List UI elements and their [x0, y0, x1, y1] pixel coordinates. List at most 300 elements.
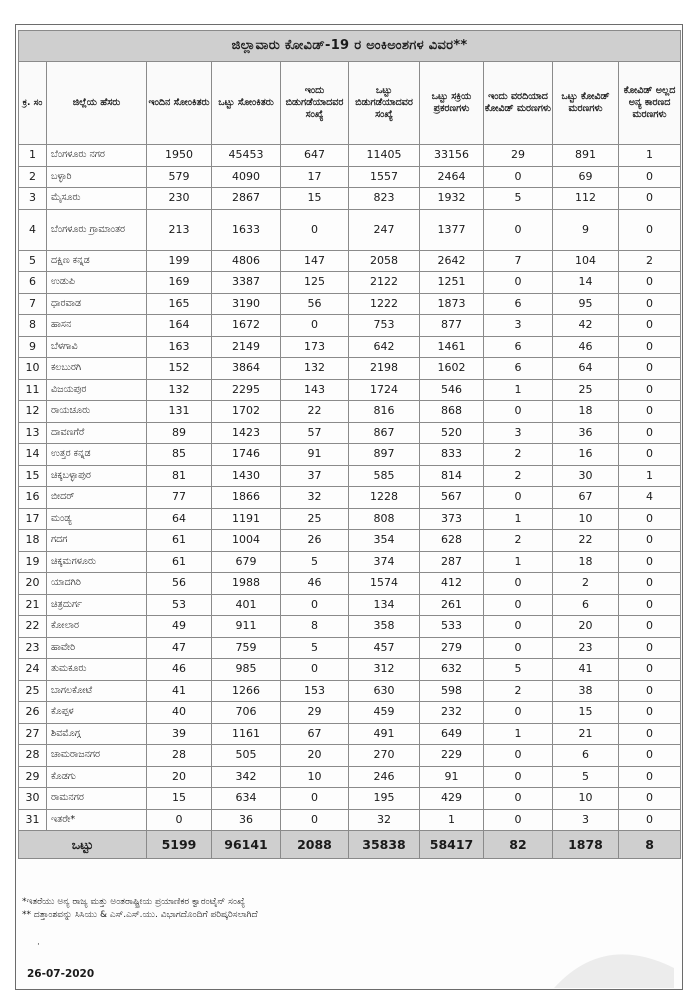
value-cell: 4090 [212, 166, 281, 188]
value-cell: 3864 [212, 358, 281, 380]
value-cell: 9 [553, 209, 619, 250]
value-cell: 2464 [420, 166, 484, 188]
value-cell: 132 [281, 358, 349, 380]
value-cell: 85 [147, 444, 212, 466]
value-cell: 32 [349, 809, 420, 831]
value-cell: 0 [619, 358, 681, 380]
serial-cell: 25 [19, 680, 47, 702]
value-cell: 1377 [420, 209, 484, 250]
value-cell: 25 [553, 379, 619, 401]
value-cell: 2867 [212, 188, 281, 210]
table-row [19, 250, 681, 272]
header-row [19, 62, 681, 145]
value-cell: 0 [619, 166, 681, 188]
table-row [19, 293, 681, 315]
value-cell: 579 [147, 166, 212, 188]
serial-cell: 9 [19, 336, 47, 358]
value-cell: 373 [420, 508, 484, 530]
value-cell: 22 [553, 530, 619, 552]
serial-cell: 5 [19, 250, 47, 272]
district-name-cell: ಉಡುಪಿ [47, 272, 147, 294]
value-cell: 2 [619, 250, 681, 272]
value-cell: 15 [147, 788, 212, 810]
value-cell: 1222 [349, 293, 420, 315]
value-cell: 0 [484, 272, 553, 294]
value-cell: 165 [147, 293, 212, 315]
district-name-cell: ಬೆಂಗಳೂರು ನಗರ [47, 145, 147, 167]
value-cell: 354 [349, 530, 420, 552]
serial-cell: 18 [19, 530, 47, 552]
value-cell: 247 [349, 209, 420, 250]
district-name-cell: ಕೊಪ್ಪಳ [47, 702, 147, 724]
value-cell: 0 [619, 551, 681, 573]
value-cell: 61 [147, 530, 212, 552]
table-row [19, 465, 681, 487]
total-cell: 5199 [147, 831, 212, 859]
value-cell: 0 [484, 573, 553, 595]
value-cell: 45453 [212, 145, 281, 167]
value-cell: 0 [484, 616, 553, 638]
value-cell: 647 [281, 145, 349, 167]
district-name-cell: ವಿಜಯಪುರ [47, 379, 147, 401]
value-cell: 3 [484, 315, 553, 337]
table-row [19, 508, 681, 530]
value-cell: 1633 [212, 209, 281, 250]
serial-cell: 2 [19, 166, 47, 188]
table-row [19, 209, 681, 250]
value-cell: 67 [281, 723, 349, 745]
table-row [19, 809, 681, 831]
report-date: 26-07-2020 [27, 968, 95, 980]
header-total-active: ಒಟ್ಟು ಸಕ್ರಿಯ ಪ್ರಕರಣಗಳು [420, 62, 484, 145]
value-cell: 22 [281, 401, 349, 423]
value-cell: 1557 [349, 166, 420, 188]
value-cell: 706 [212, 702, 281, 724]
value-cell: 279 [420, 637, 484, 659]
value-cell: 1461 [420, 336, 484, 358]
value-cell: 0 [619, 188, 681, 210]
value-cell: 679 [212, 551, 281, 573]
value-cell: 131 [147, 401, 212, 423]
serial-cell: 26 [19, 702, 47, 724]
table-row [19, 788, 681, 810]
table-row [19, 444, 681, 466]
value-cell: 81 [147, 465, 212, 487]
value-cell: 2295 [212, 379, 281, 401]
serial-cell: 14 [19, 444, 47, 466]
value-cell: 23 [553, 637, 619, 659]
serial-cell: 1 [19, 145, 47, 167]
table-row [19, 680, 681, 702]
value-cell: 49 [147, 616, 212, 638]
value-cell: 91 [420, 766, 484, 788]
table-row [19, 358, 681, 380]
value-cell: 2058 [349, 250, 420, 272]
district-covid-table [18, 30, 681, 859]
value-cell: 2198 [349, 358, 420, 380]
district-name-cell: ದಕ್ಷಿಣ ಕನ್ನಡ [47, 250, 147, 272]
value-cell: 642 [349, 336, 420, 358]
value-cell: 401 [212, 594, 281, 616]
district-name-cell: ಹಾವೇರಿ [47, 637, 147, 659]
value-cell: 232 [420, 702, 484, 724]
value-cell: 374 [349, 551, 420, 573]
district-name-cell: ಬಳ್ಳಾರಿ [47, 166, 147, 188]
value-cell: 1574 [349, 573, 420, 595]
footnote-others: *ಇತರೆಯು ಅನ್ಯ ರಾಜ್ಯ ಮತ್ತು ಅಂತರಾಷ್ಟ್ರೀಯ ಪ್ರಯಾಣಿಕರ ಕ್ವಾರಂಟೈನ್ ಸಂಖ್ಯೆ [22, 897, 246, 907]
value-cell: 0 [619, 293, 681, 315]
value-cell: 0 [484, 702, 553, 724]
value-cell: 1191 [212, 508, 281, 530]
value-cell: 1746 [212, 444, 281, 466]
value-cell: 28 [147, 745, 212, 767]
value-cell: 2 [553, 573, 619, 595]
value-cell: 1251 [420, 272, 484, 294]
table-row [19, 145, 681, 167]
table-title: ಜಿಲ್ಲಾವಾರು ಕೋವಿಡ್-19 ರ ಅಂಕಿಅಂಶಗಳ ವಿವರ** [19, 31, 681, 62]
value-cell: 520 [420, 422, 484, 444]
value-cell: 0 [281, 788, 349, 810]
district-name-cell: ರಾಮನಗರ [47, 788, 147, 810]
value-cell: 0 [147, 809, 212, 831]
district-name-cell: ಚಿಕ್ಕಬಳ್ಳಾಪುರ [47, 465, 147, 487]
value-cell: 1672 [212, 315, 281, 337]
value-cell: 6 [484, 358, 553, 380]
value-cell: 261 [420, 594, 484, 616]
value-cell: 0 [619, 573, 681, 595]
value-cell: 0 [484, 487, 553, 509]
serial-cell: 12 [19, 401, 47, 423]
value-cell: 246 [349, 766, 420, 788]
value-cell: 29 [484, 145, 553, 167]
serial-cell: 3 [19, 188, 47, 210]
table-row [19, 315, 681, 337]
value-cell: 287 [420, 551, 484, 573]
value-cell: 0 [484, 594, 553, 616]
value-cell: 104 [553, 250, 619, 272]
value-cell: 2149 [212, 336, 281, 358]
district-name-cell: ಬೆಳಗಾವಿ [47, 336, 147, 358]
value-cell: 4806 [212, 250, 281, 272]
value-cell: 505 [212, 745, 281, 767]
value-cell: 134 [349, 594, 420, 616]
value-cell: 10 [553, 788, 619, 810]
value-cell: 0 [484, 637, 553, 659]
value-cell: 18 [553, 551, 619, 573]
district-name-cell: ಮಂಡ್ಯ [47, 508, 147, 530]
value-cell: 429 [420, 788, 484, 810]
value-cell: 0 [484, 401, 553, 423]
value-cell: 814 [420, 465, 484, 487]
total-cell: 8 [619, 831, 681, 859]
district-name-cell: ಗದಗ [47, 530, 147, 552]
value-cell: 0 [619, 336, 681, 358]
value-cell: 312 [349, 659, 420, 681]
value-cell: 67 [553, 487, 619, 509]
value-cell: 0 [281, 209, 349, 250]
value-cell: 2 [484, 680, 553, 702]
header-non-covid-deaths: ಕೋವಿಡ್ ಅಲ್ಲದ ಅನ್ಯ ಕಾರಣದ ಮರಣಗಳು [619, 62, 681, 145]
value-cell: 0 [281, 315, 349, 337]
district-name-cell: ಮೈಸೂರು [47, 188, 147, 210]
value-cell: 412 [420, 573, 484, 595]
footnote-data-revision: ** ದತ್ತಾಂಶವನ್ನು ಸಿಸಿಯು & ಎಸ್.ಎಸ್.ಯು. ವಿಭಾಗದೊಂದಿಗೆ ಪರಿಷ್ಕರಿಸಲಾಗಿದೆ [22, 910, 258, 920]
value-cell: 36 [553, 422, 619, 444]
district-name-cell: ಕೋಲಾರ [47, 616, 147, 638]
value-cell: 634 [212, 788, 281, 810]
value-cell: 14 [553, 272, 619, 294]
value-cell: 0 [619, 401, 681, 423]
district-name-cell: ಬಾಗಲಕೋಟೆ [47, 680, 147, 702]
value-cell: 125 [281, 272, 349, 294]
table-row [19, 487, 681, 509]
value-cell: 1866 [212, 487, 281, 509]
value-cell: 1702 [212, 401, 281, 423]
value-cell: 132 [147, 379, 212, 401]
serial-cell: 16 [19, 487, 47, 509]
value-cell: 0 [619, 379, 681, 401]
value-cell: 0 [619, 444, 681, 466]
serial-cell: 4 [19, 209, 47, 250]
table-row [19, 379, 681, 401]
district-name-cell: ರಾಯಚೂರು [47, 401, 147, 423]
total-row [19, 831, 681, 859]
value-cell: 0 [619, 508, 681, 530]
value-cell: 533 [420, 616, 484, 638]
table-row [19, 188, 681, 210]
value-cell: 199 [147, 250, 212, 272]
table-row [19, 616, 681, 638]
value-cell: 30 [553, 465, 619, 487]
value-cell: 753 [349, 315, 420, 337]
value-cell: 33156 [420, 145, 484, 167]
value-cell: 5 [484, 188, 553, 210]
value-cell: 546 [420, 379, 484, 401]
value-cell: 759 [212, 637, 281, 659]
value-cell: 877 [420, 315, 484, 337]
value-cell: 38 [553, 680, 619, 702]
value-cell: 195 [349, 788, 420, 810]
district-name-cell: ಕಲಬುರಗಿ [47, 358, 147, 380]
serial-cell: 13 [19, 422, 47, 444]
value-cell: 0 [619, 616, 681, 638]
value-cell: 3 [553, 809, 619, 831]
total-cell: 82 [484, 831, 553, 859]
value-cell: 0 [484, 166, 553, 188]
table-row [19, 637, 681, 659]
value-cell: 0 [619, 422, 681, 444]
value-cell: 1161 [212, 723, 281, 745]
total-cell: 35838 [349, 831, 420, 859]
value-cell: 0 [619, 766, 681, 788]
district-name-cell: ಚಿಕ್ಕಮಗಳೂರು [47, 551, 147, 573]
value-cell: 37 [281, 465, 349, 487]
value-cell: 1 [484, 551, 553, 573]
value-cell: 152 [147, 358, 212, 380]
value-cell: 20 [553, 616, 619, 638]
value-cell: 213 [147, 209, 212, 250]
table-row [19, 766, 681, 788]
value-cell: 56 [147, 573, 212, 595]
value-cell: 10 [281, 766, 349, 788]
value-cell: 1004 [212, 530, 281, 552]
value-cell: 1 [484, 508, 553, 530]
district-name-cell: ಶಿವಮೊಗ್ಗ [47, 723, 147, 745]
value-cell: 112 [553, 188, 619, 210]
value-cell: 0 [619, 680, 681, 702]
total-label: ಒಟ್ಟು [19, 831, 147, 859]
value-cell: 57 [281, 422, 349, 444]
district-name-cell: ಯಾದಗಿರಿ [47, 573, 147, 595]
value-cell: 61 [147, 551, 212, 573]
value-cell: 7 [484, 250, 553, 272]
total-cell: 96141 [212, 831, 281, 859]
serial-cell: 22 [19, 616, 47, 638]
value-cell: 77 [147, 487, 212, 509]
value-cell: 891 [553, 145, 619, 167]
serial-cell: 6 [19, 272, 47, 294]
serial-cell: 24 [19, 659, 47, 681]
district-name-cell: ಬೆಂಗಳೂರು ಗ್ರಾಮಾಂತರ [47, 209, 147, 250]
value-cell: 567 [420, 487, 484, 509]
value-cell: 0 [619, 594, 681, 616]
value-cell: 632 [420, 659, 484, 681]
value-cell: 2642 [420, 250, 484, 272]
value-cell: 270 [349, 745, 420, 767]
value-cell: 46 [147, 659, 212, 681]
value-cell: 5 [484, 659, 553, 681]
total-cell: 1878 [553, 831, 619, 859]
value-cell: 20 [147, 766, 212, 788]
serial-cell: 21 [19, 594, 47, 616]
serial-cell: 31 [19, 809, 47, 831]
value-cell: 0 [484, 745, 553, 767]
serial-cell: 11 [19, 379, 47, 401]
value-cell: 6 [553, 745, 619, 767]
table-row [19, 702, 681, 724]
value-cell: 1430 [212, 465, 281, 487]
value-cell: 1228 [349, 487, 420, 509]
value-cell: 143 [281, 379, 349, 401]
value-cell: 5 [281, 551, 349, 573]
value-cell: 5 [553, 766, 619, 788]
value-cell: 18 [553, 401, 619, 423]
value-cell: 53 [147, 594, 212, 616]
value-cell: 985 [212, 659, 281, 681]
district-name-cell: ಚಾಮರಾಜನಗರ [47, 745, 147, 767]
value-cell: 1602 [420, 358, 484, 380]
value-cell: 2 [484, 465, 553, 487]
table-row [19, 594, 681, 616]
district-name-cell: ಕೊಡಗು [47, 766, 147, 788]
serial-cell: 15 [19, 465, 47, 487]
value-cell: 1 [484, 723, 553, 745]
value-cell: 32 [281, 487, 349, 509]
value-cell: 25 [281, 508, 349, 530]
value-cell: 2 [484, 444, 553, 466]
value-cell: 164 [147, 315, 212, 337]
header-total-deaths: ಒಟ್ಟು ಕೋವಿಡ್ ಮರಣಗಳು [553, 62, 619, 145]
value-cell: 457 [349, 637, 420, 659]
value-cell: 833 [420, 444, 484, 466]
value-cell: 0 [281, 659, 349, 681]
value-cell: 1950 [147, 145, 212, 167]
district-name-cell: ದಾವಣಗೆರೆ [47, 422, 147, 444]
value-cell: 0 [619, 788, 681, 810]
value-cell: 808 [349, 508, 420, 530]
header-district: ಜಿಲ್ಲೆಯ ಹೆಸರು [47, 62, 147, 145]
value-cell: 2 [484, 530, 553, 552]
value-cell: 6 [484, 293, 553, 315]
table-row [19, 336, 681, 358]
value-cell: 628 [420, 530, 484, 552]
value-cell: 0 [619, 745, 681, 767]
stray-mark: · [37, 940, 40, 950]
value-cell: 41 [147, 680, 212, 702]
header-total-discharged: ಒಟ್ಟು ಬಿಡುಗಡೆಯಾದವರ ಸಂಖ್ಯೆ [349, 62, 420, 145]
value-cell: 47 [147, 637, 212, 659]
value-cell: 1873 [420, 293, 484, 315]
district-name-cell: ತುಮಕೂರು [47, 659, 147, 681]
value-cell: 0 [619, 530, 681, 552]
table-body [19, 145, 681, 831]
value-cell: 358 [349, 616, 420, 638]
value-cell: 1932 [420, 188, 484, 210]
district-name-cell: ಬೀದರ್ [47, 487, 147, 509]
value-cell: 897 [349, 444, 420, 466]
corner-swoosh-decoration [544, 938, 674, 988]
table-row [19, 401, 681, 423]
value-cell: 1 [420, 809, 484, 831]
serial-cell: 27 [19, 723, 47, 745]
value-cell: 42 [553, 315, 619, 337]
value-cell: 0 [484, 809, 553, 831]
value-cell: 15 [281, 188, 349, 210]
value-cell: 69 [553, 166, 619, 188]
value-cell: 598 [420, 680, 484, 702]
serial-cell: 17 [19, 508, 47, 530]
value-cell: 41 [553, 659, 619, 681]
serial-cell: 29 [19, 766, 47, 788]
value-cell: 823 [349, 188, 420, 210]
value-cell: 17 [281, 166, 349, 188]
value-cell: 1423 [212, 422, 281, 444]
value-cell: 868 [420, 401, 484, 423]
serial-cell: 30 [19, 788, 47, 810]
value-cell: 64 [553, 358, 619, 380]
value-cell: 29 [281, 702, 349, 724]
value-cell: 10 [553, 508, 619, 530]
value-cell: 3 [484, 422, 553, 444]
value-cell: 630 [349, 680, 420, 702]
value-cell: 40 [147, 702, 212, 724]
value-cell: 147 [281, 250, 349, 272]
header-total-infected: ಒಟ್ಟು ಸೋಂಕಿತರು [212, 62, 281, 145]
value-cell: 163 [147, 336, 212, 358]
header-serial: ಕ್ರ. ಸಂ [19, 62, 47, 145]
value-cell: 20 [281, 745, 349, 767]
value-cell: 0 [619, 637, 681, 659]
serial-cell: 23 [19, 637, 47, 659]
footnotes [22, 896, 672, 922]
value-cell: 173 [281, 336, 349, 358]
value-cell: 46 [553, 336, 619, 358]
value-cell: 26 [281, 530, 349, 552]
value-cell: 0 [619, 809, 681, 831]
serial-cell: 10 [19, 358, 47, 380]
table-row [19, 573, 681, 595]
value-cell: 0 [619, 272, 681, 294]
